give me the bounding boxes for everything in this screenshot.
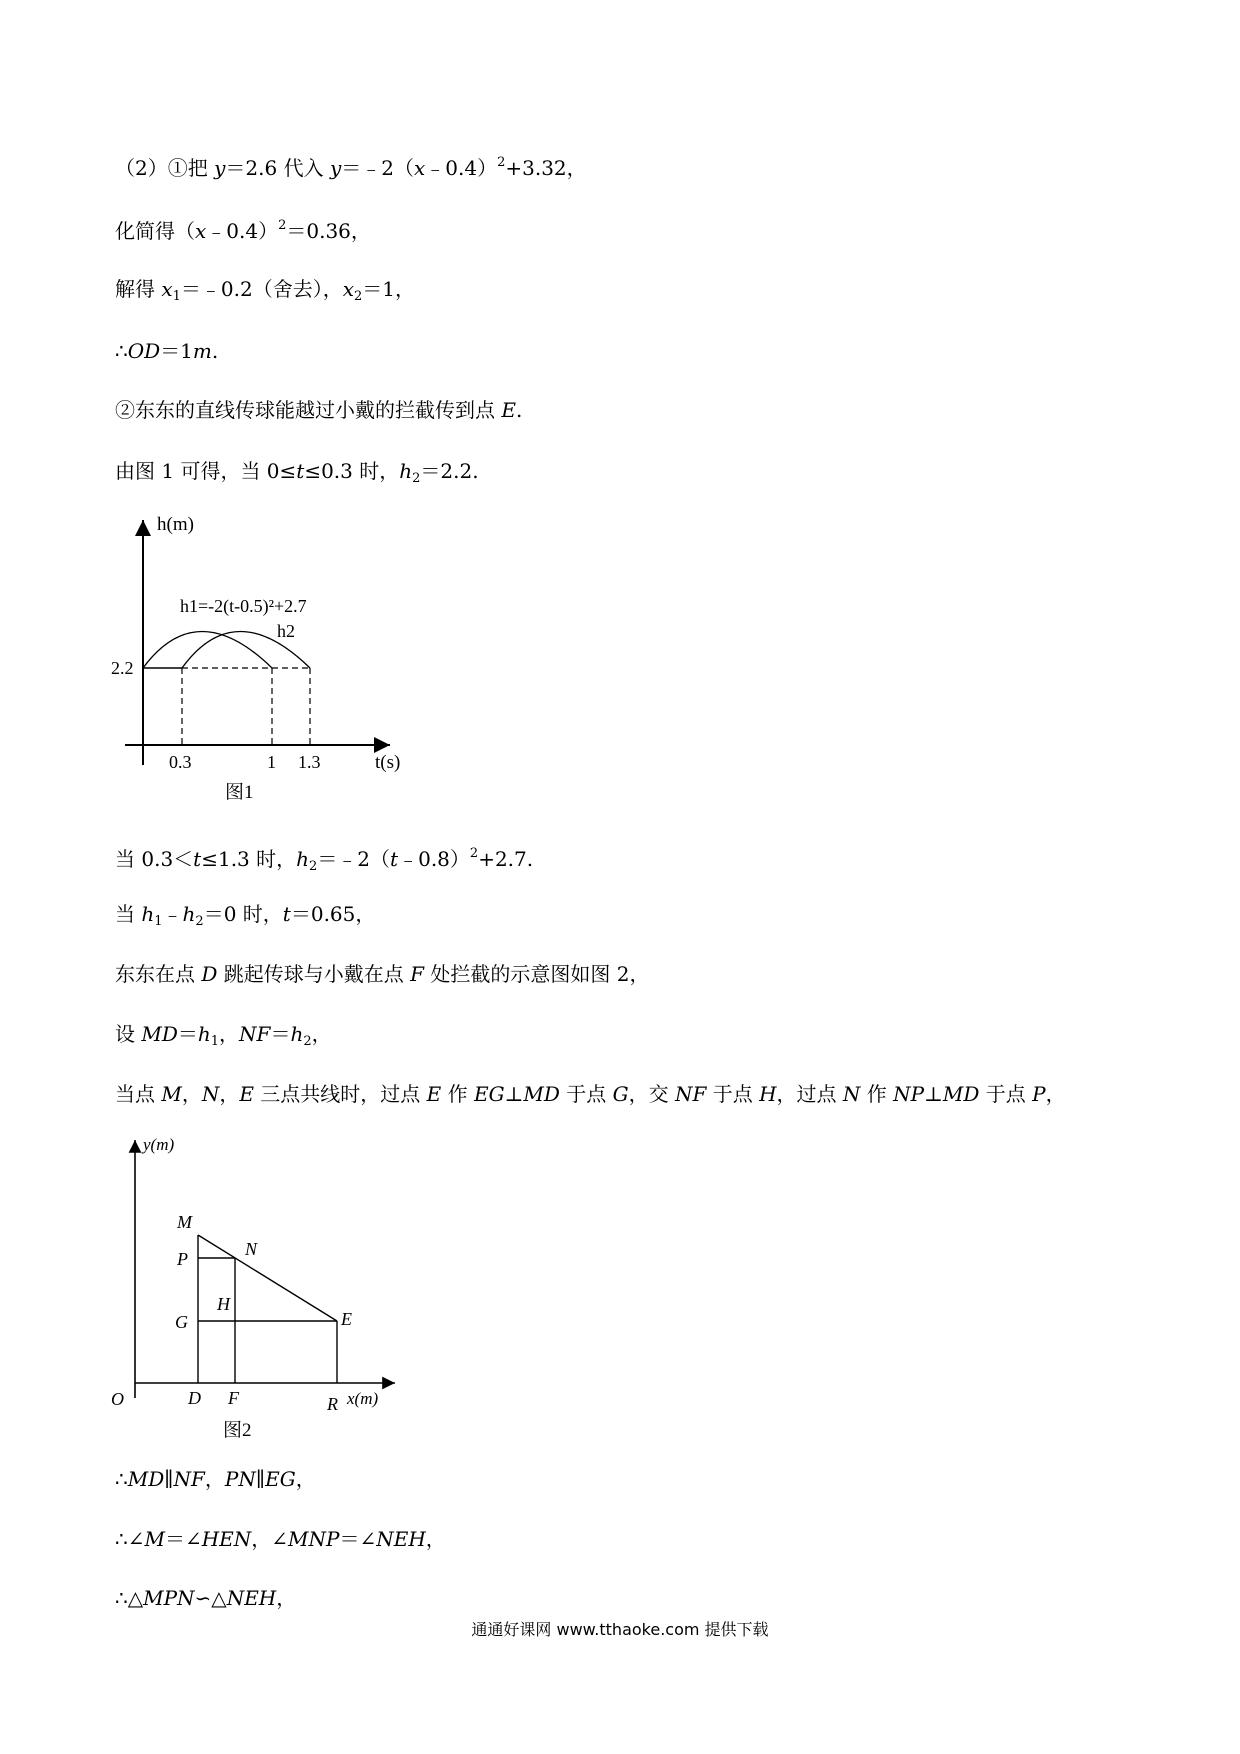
- fig1-curve-h1: [143, 632, 272, 669]
- fig2-point-d: D: [188, 1388, 201, 1408]
- solution-line-4: ∴OD＝1m.: [115, 339, 219, 363]
- fig1-caption: 图1: [225, 782, 254, 803]
- fig2-point-o: O: [111, 1389, 124, 1409]
- solution-line-9: 东东在点 D 跳起传球与小戴在点 F 处拦截的示意图如图 2，: [115, 962, 650, 986]
- figure-2: [105, 1130, 415, 1440]
- figure-2-svg: [105, 1130, 415, 1440]
- solution-line-8: 当 $h_1﹣h_2=0$ 时，t＝0.65，: [115, 902, 376, 929]
- fig2-point-f: F: [228, 1388, 239, 1408]
- solution-line-11: 当点 M，N，E 三点共线时，过点 E 作 EG⊥MD 于点 G，交 NF 于点 H，过点 N 作 NP⊥MD 于点 P，: [115, 1082, 1066, 1106]
- fig1-curve1-label: h1=-2(t-0.5)²+2.7: [180, 596, 307, 616]
- solution-line-14: ∴△MPN∽△NEH，: [115, 1586, 297, 1610]
- solution-line-7: 当 0.3＜t≤1.3 时，$h_2=﹣2(t﹣0.8)^2+2.7$.: [115, 846, 534, 874]
- fig2-point-r: R: [327, 1394, 338, 1414]
- fig2-point-g: G: [175, 1312, 188, 1332]
- solution-line-6: 由图 1 可得，当 0≤t≤0.3 时，$h_2=2.2$.: [115, 459, 479, 486]
- fig2-point-e: E: [341, 1309, 352, 1329]
- fig2-y-label: y(m): [143, 1135, 175, 1154]
- fig2-x-label: x(m): [347, 1389, 379, 1408]
- page-footer: 通通好课网 www.tthaoke.com 提供下载: [471, 1620, 769, 1639]
- solution-line-2: 化简得（x﹣0.4）$^2$＝0.36，: [115, 218, 371, 243]
- solution-line-5: ②东东的直线传球能越过小戴的拦截传到点 E.: [115, 398, 523, 422]
- solution-line-12: ∴MD∥NF，PN∥EG，: [115, 1467, 316, 1491]
- fig1-x-tick-13: 1.3: [298, 752, 321, 772]
- fig1-y-tick: 2.2: [111, 658, 134, 678]
- fig2-point-h: H: [217, 1294, 230, 1314]
- fig1-curve2-label: h2: [277, 621, 295, 641]
- solution-line-1: （2）①把 y＝2.6 代入 y＝﹣2（x﹣0.4）$^2$+3.32，: [115, 155, 587, 180]
- fig2-point-m: M: [177, 1212, 192, 1232]
- solution-line-3: 解得 $x_1=﹣0.2$（舍去），$x_2=1$，: [115, 277, 416, 304]
- fig2-caption: 图2: [223, 1420, 252, 1440]
- fig2-point-n: N: [245, 1239, 258, 1259]
- solution-line-13: ∴∠M＝∠HEN，∠MNP＝∠NEH，: [115, 1527, 446, 1551]
- figure-1: [105, 500, 435, 810]
- fig1-y-label: h(m): [157, 514, 194, 535]
- figure-1-svg: [105, 500, 435, 810]
- fig1-x-label: t(s): [375, 752, 401, 773]
- fig2-point-p: P: [177, 1249, 188, 1269]
- fig1-x-tick-03: 0.3: [169, 752, 192, 772]
- fig1-x-tick-1: 1: [267, 752, 276, 772]
- solution-line-10: 设 $MD=h_1$，$NF=h_2$，: [115, 1022, 332, 1049]
